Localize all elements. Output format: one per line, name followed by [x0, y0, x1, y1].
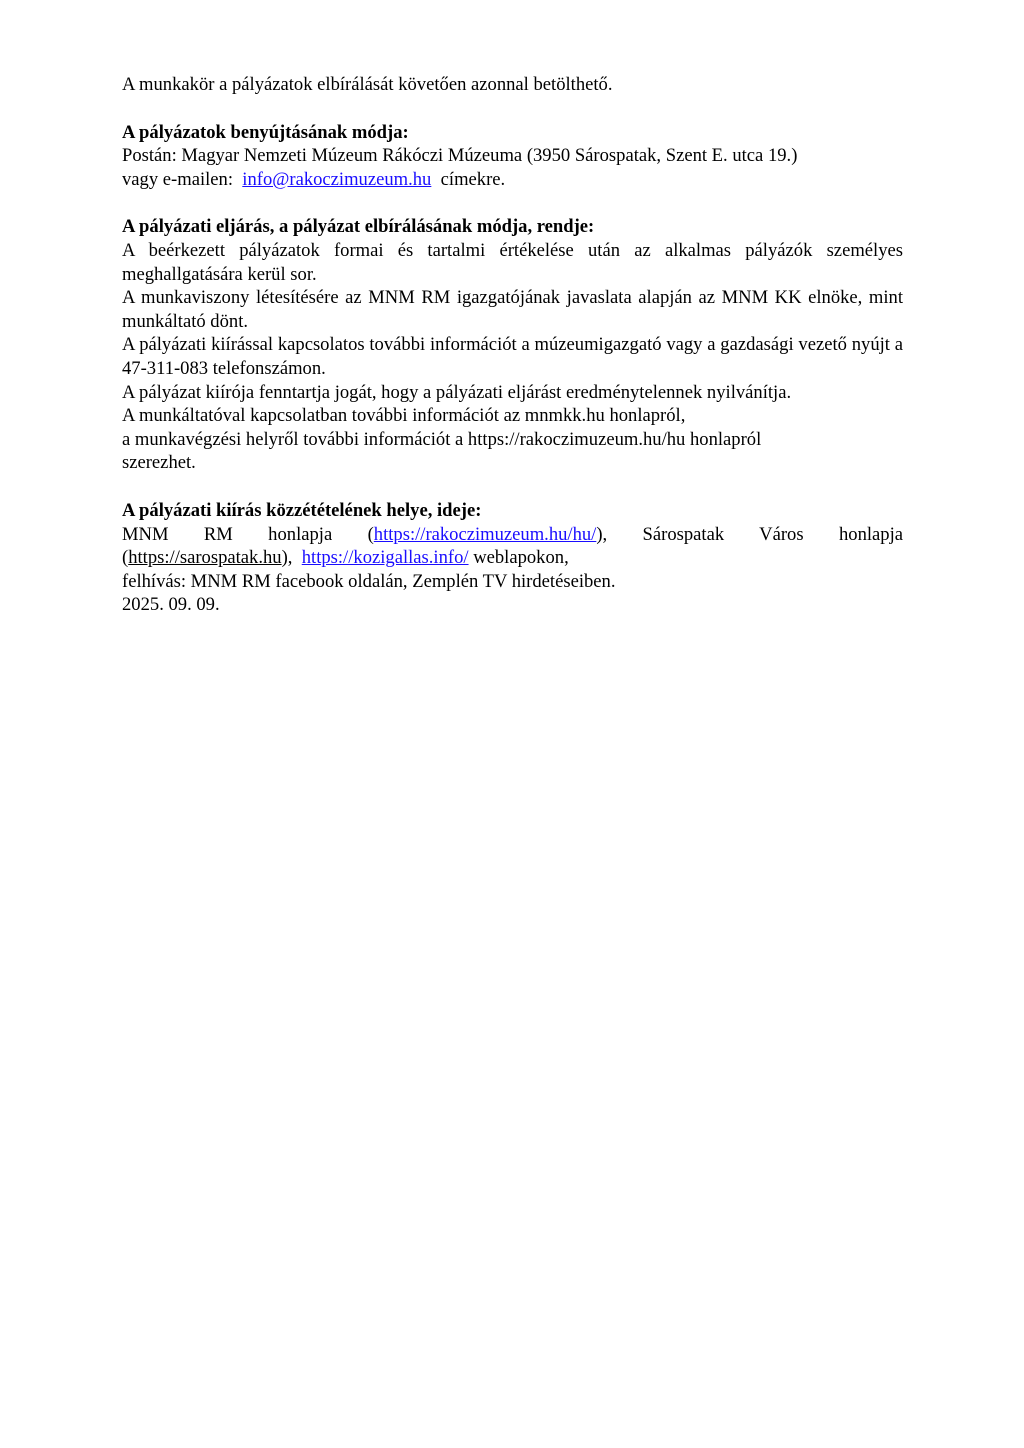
kozigallas-link[interactable]: https://kozigallas.info/ [301, 547, 469, 569]
spacer [122, 97, 903, 121]
procedure-paragraph-6: a munkavégzési helyről további információt a https://rakoczimuzeum.hu/hu honlapról szerezhet. [122, 428, 762, 474]
publication-text-c: ), [281, 547, 293, 569]
intro-text: A munkakör a pályázatok elbírálását követően azonnal betölthető. [122, 74, 613, 95]
publication-sites [122, 523, 903, 570]
procedure-paragraph-3: A pályázati kiírással kapcsolatos további információt a múzeumigazgató vagy a gazdasági vezető nyújt a 47-311-083 telefonszámon. [122, 334, 903, 379]
publication-heading: A pályázati kiírás közzétételének helye, ideje: [122, 499, 482, 521]
submission-post-line: Postán: Magyar Nemzeti Múzeum Rákóczi Múzeuma (3950 Sárospatak, Szent E. utca 19.) [122, 145, 798, 167]
procedure-paragraph-1: A beérkezett pályázatok formai és tartalmi értékelése után az alkalmas pályázók személyes meghallgatására kerül sor. [122, 239, 903, 285]
spacer [122, 191, 903, 215]
publication-text-d: weblapokon, [468, 547, 569, 569]
submission-heading: A pályázatok benyújtásának módja: [122, 121, 409, 143]
email-suffix: címekre. [440, 168, 506, 190]
email-link[interactable]: info@rakoczimuzeum.hu [242, 168, 432, 190]
publication-announcement: felhívás: MNM RM facebook oldalán, Zemplén TV hirdetéseiben. [122, 570, 616, 592]
procedure-paragraph-4: A pályázat kiírója fenntartja jogát, hogy a pályázati eljárást eredménytelennek nyilvánítja. [122, 381, 792, 403]
document-page [122, 73, 903, 617]
publication-text-b: ), Sárospatak Város honlapja ( [122, 523, 903, 569]
procedure-heading: A pályázati eljárás, a pályázat elbírálásának módja, rendje: [122, 216, 595, 238]
procedure-paragraph-2: A munkaviszony létesítésére az MNM RM igazgatójának javaslata alapján az MNM KK elnöke, mint munkáltató dönt. [122, 287, 903, 332]
publication-date: 2025. 09. 09. [122, 594, 220, 616]
publication-text-a: MNM RM honlapja ( [122, 523, 374, 545]
submission-email-line [122, 168, 903, 192]
spacer [122, 475, 903, 499]
email-prefix: vagy e-mailen: [122, 168, 233, 190]
procedure-paragraph-5: A munkáltatóval kapcsolatban további információt az mnmkk.hu honlapról, [122, 405, 686, 427]
rakoczimuzeum-link[interactable]: https://rakoczimuzeum.hu/hu/ [373, 523, 597, 545]
sarospatak-link[interactable]: https://sarospatak.hu [128, 547, 282, 569]
